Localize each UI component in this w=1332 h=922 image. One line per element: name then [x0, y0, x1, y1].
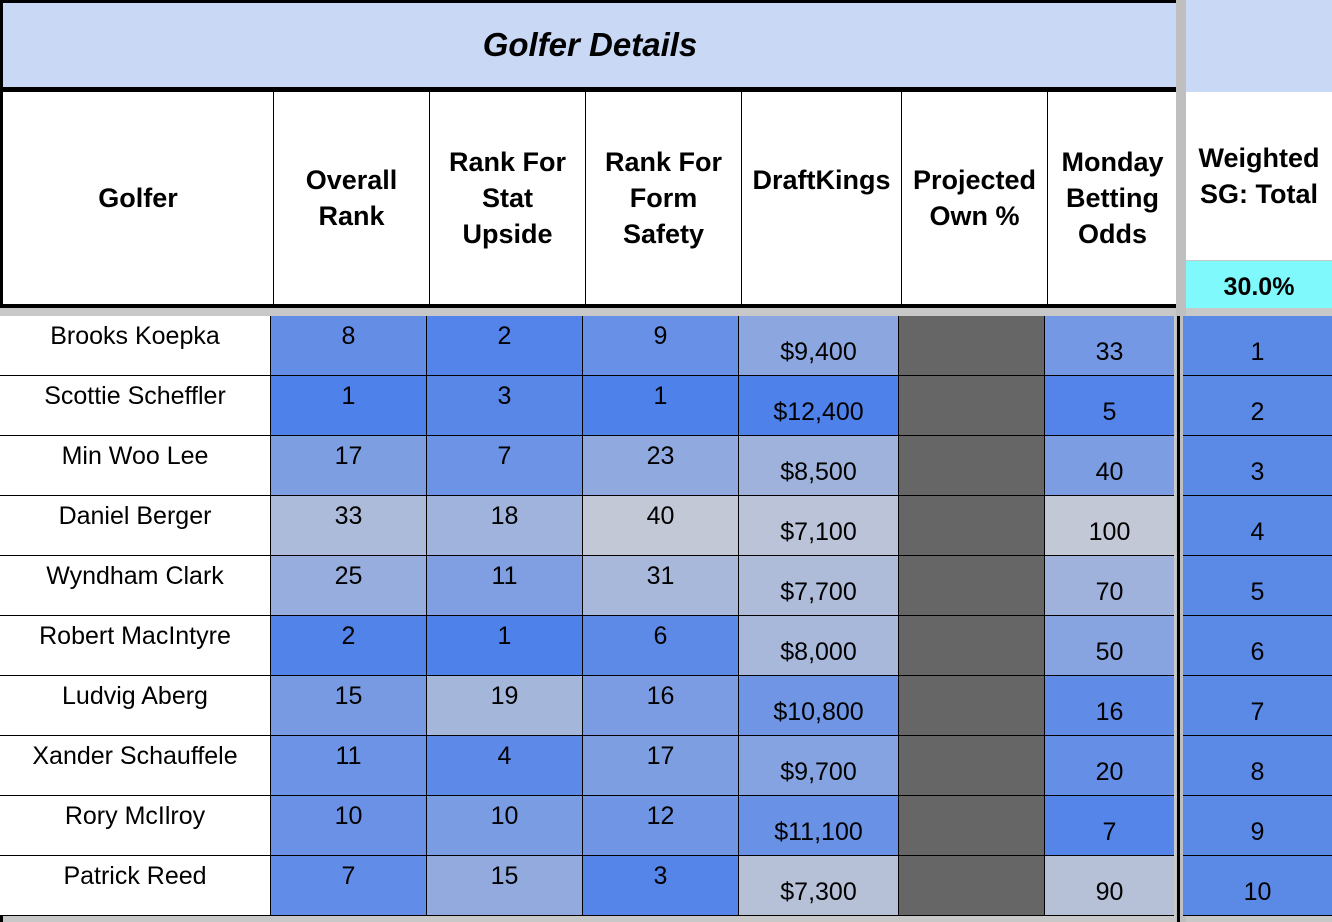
cell-draftkings[interactable]: $9,700: [739, 736, 899, 796]
cell-golfer[interactable]: Scottie Scheffler: [0, 376, 271, 436]
header-stat-upside[interactable]: Rank For Stat Upside: [430, 92, 586, 304]
cell-form-safety[interactable]: 17: [583, 736, 739, 796]
cell-golfer[interactable]: Daniel Berger: [0, 496, 271, 556]
cell-weighted-sg[interactable]: 6: [1183, 616, 1332, 676]
cell-golfer[interactable]: Wyndham Clark: [0, 556, 271, 616]
sheet-title-band: [0, 0, 1180, 92]
header-overall-rank[interactable]: Overall Rank: [274, 92, 430, 304]
cell-form-safety[interactable]: 3: [583, 856, 739, 916]
data-rows: [0, 316, 1272, 922]
cell-overall-rank[interactable]: 8: [271, 316, 427, 376]
cell-betting-odds[interactable]: 16: [1045, 676, 1174, 736]
cell-betting-odds[interactable]: 100: [1045, 496, 1174, 556]
cell-weighted-sg[interactable]: 2: [1183, 376, 1332, 436]
cell-betting-odds[interactable]: 40: [1045, 436, 1174, 496]
cell-projected-own[interactable]: [899, 676, 1045, 736]
cell-overall-rank[interactable]: 15: [271, 676, 427, 736]
cell-weighted-sg[interactable]: 3: [1183, 436, 1332, 496]
cell-overall-rank[interactable]: 11: [271, 736, 427, 796]
cell-form-safety[interactable]: 12: [583, 796, 739, 856]
cell-weighted-sg[interactable]: 4: [1183, 496, 1332, 556]
table-row: [0, 856, 1332, 916]
cell-overall-rank[interactable]: 2: [271, 616, 427, 676]
cell-draftkings[interactable]: $7,100: [739, 496, 899, 556]
table-row: [0, 616, 1332, 676]
cell-betting-odds[interactable]: 33: [1045, 316, 1174, 376]
cell-stat-upside[interactable]: 7: [427, 436, 583, 496]
header-golfer[interactable]: Golfer: [3, 92, 274, 304]
cell-weighted-sg[interactable]: 8: [1183, 736, 1332, 796]
cell-draftkings[interactable]: $7,300: [739, 856, 899, 916]
cell-projected-own[interactable]: [899, 616, 1045, 676]
cell-form-safety[interactable]: 31: [583, 556, 739, 616]
cell-overall-rank[interactable]: 7: [271, 856, 427, 916]
cell-draftkings[interactable]: $11,100: [739, 796, 899, 856]
table-row: [0, 376, 1332, 436]
table-row: [0, 496, 1332, 556]
cell-draftkings[interactable]: $7,700: [739, 556, 899, 616]
cell-draftkings[interactable]: $8,000: [739, 616, 899, 676]
cell-projected-own[interactable]: [899, 556, 1045, 616]
cell-overall-rank[interactable]: 25: [271, 556, 427, 616]
cell-betting-odds[interactable]: 20: [1045, 736, 1174, 796]
header-draftkings[interactable]: DraftKings: [742, 92, 902, 304]
cell-form-safety[interactable]: 40: [583, 496, 739, 556]
cell-golfer[interactable]: Ludvig Aberg: [0, 676, 271, 736]
cell-weighted-sg[interactable]: 10: [1183, 856, 1332, 916]
table-row: [0, 316, 1332, 376]
table-row: [0, 736, 1332, 796]
cell-overall-rank[interactable]: 33: [271, 496, 427, 556]
cell-draftkings[interactable]: $9,400: [739, 316, 899, 376]
header-form-safety[interactable]: Rank For Form Safety: [586, 92, 742, 304]
cell-form-safety[interactable]: 16: [583, 676, 739, 736]
table-row: [0, 436, 1332, 496]
cell-overall-rank[interactable]: 1: [271, 376, 427, 436]
header-weighted-sg[interactable]: Weighted SG: Total: [1186, 92, 1332, 260]
cell-golfer[interactable]: Robert MacIntyre: [0, 616, 271, 676]
cell-betting-odds[interactable]: 7: [1045, 796, 1174, 856]
cell-overall-rank[interactable]: 17: [271, 436, 427, 496]
cell-draftkings[interactable]: $10,800: [739, 676, 899, 736]
cell-weighted-sg[interactable]: 9: [1183, 796, 1332, 856]
cell-betting-odds[interactable]: 70: [1045, 556, 1174, 616]
cell-form-safety[interactable]: 1: [583, 376, 739, 436]
cell-form-safety[interactable]: 23: [583, 436, 739, 496]
cell-golfer[interactable]: Min Woo Lee: [0, 436, 271, 496]
weight-percent-cell[interactable]: 30.0%: [1186, 261, 1332, 308]
cell-stat-upside[interactable]: 11: [427, 556, 583, 616]
cell-projected-own[interactable]: [899, 436, 1045, 496]
cell-stat-upside[interactable]: 10: [427, 796, 583, 856]
cell-projected-own[interactable]: [899, 796, 1045, 856]
header-betting-odds[interactable]: Monday Betting Odds: [1061, 147, 1164, 249]
cell-betting-odds[interactable]: 90: [1045, 856, 1174, 916]
cell-projected-own[interactable]: [899, 376, 1045, 436]
right-top-filler: [1186, 0, 1332, 92]
cell-form-safety[interactable]: 6: [583, 616, 739, 676]
cell-betting-odds[interactable]: 5: [1045, 376, 1174, 436]
cell-golfer[interactable]: Xander Schauffele: [0, 736, 271, 796]
cell-overall-rank[interactable]: 10: [271, 796, 427, 856]
header-projected-own[interactable]: Projected Own %: [902, 92, 1048, 304]
table-row: [0, 796, 1332, 856]
cell-stat-upside[interactable]: 15: [427, 856, 583, 916]
cell-form-safety[interactable]: 9: [583, 316, 739, 376]
cell-stat-upside[interactable]: 2: [427, 316, 583, 376]
cell-draftkings[interactable]: $12,400: [739, 376, 899, 436]
cell-weighted-sg[interactable]: 1: [1183, 316, 1332, 376]
cell-stat-upside[interactable]: 4: [427, 736, 583, 796]
cell-draftkings[interactable]: $8,500: [739, 436, 899, 496]
table-row: [0, 676, 1332, 736]
table-row: [0, 556, 1332, 616]
cell-weighted-sg[interactable]: 5: [1183, 556, 1332, 616]
cell-stat-upside[interactable]: 18: [427, 496, 583, 556]
sheet-title: Golfer Details: [482, 26, 698, 63]
cell-stat-upside[interactable]: 1: [427, 616, 583, 676]
cell-stat-upside[interactable]: 3: [427, 376, 583, 436]
cell-projected-own[interactable]: [899, 316, 1045, 376]
cell-betting-odds[interactable]: 50: [1045, 616, 1174, 676]
cell-golfer[interactable]: Brooks Koepka: [0, 316, 271, 376]
cell-stat-upside[interactable]: 19: [427, 676, 583, 736]
cell-projected-own[interactable]: [899, 856, 1045, 916]
cell-golfer[interactable]: Patrick Reed: [0, 856, 271, 916]
cell-projected-own[interactable]: [899, 496, 1045, 556]
cell-golfer[interactable]: Rory McIlroy: [0, 796, 271, 856]
cell-projected-own[interactable]: [899, 736, 1045, 796]
cell-weighted-sg[interactable]: 7: [1183, 676, 1332, 736]
